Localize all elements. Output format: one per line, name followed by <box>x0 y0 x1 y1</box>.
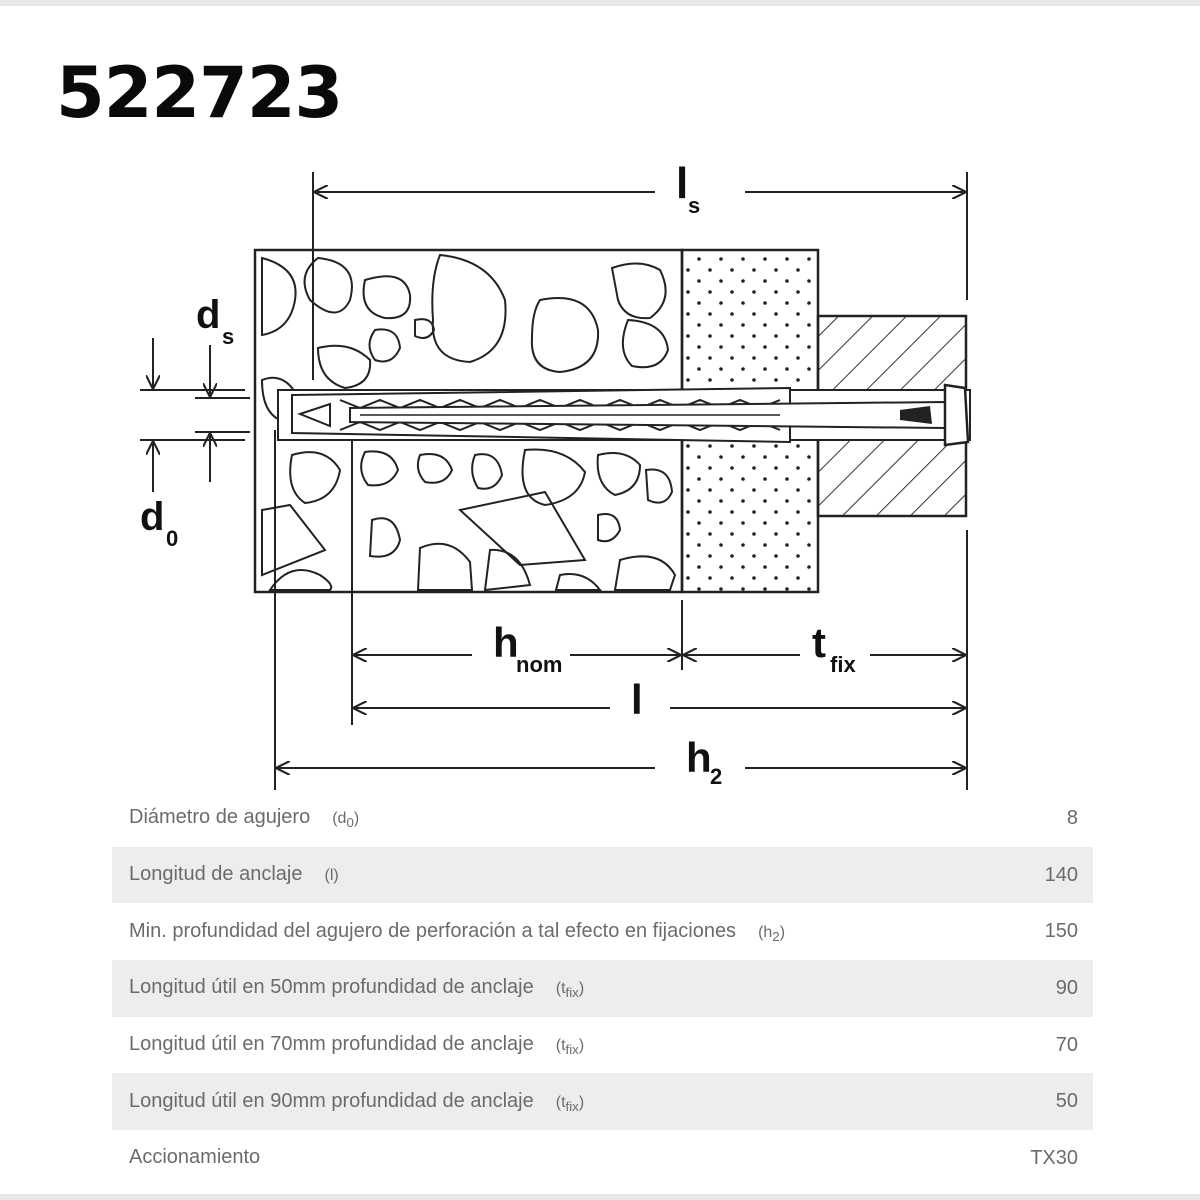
label-d0: d <box>140 495 165 539</box>
label-ds-sub: s <box>222 324 235 349</box>
spec-table <box>112 790 1093 1187</box>
spec-value: 8 <box>1066 806 1078 829</box>
label-tfix-sub: fix <box>830 652 856 677</box>
spec-label: Longitud útil en 70mm profundidad de anclaje <box>129 1033 534 1055</box>
spec-row-min-drill-depth <box>112 903 1093 960</box>
label-l: l <box>631 676 643 723</box>
label-h2: h <box>686 734 712 781</box>
spec-value: 140 <box>1044 863 1078 886</box>
spec-label-cell <box>112 1017 991 1074</box>
spec-row-useful-length-50 <box>112 960 1093 1017</box>
label-h2-sub: 2 <box>710 764 723 789</box>
spec-symbol: $(d_0)$ <box>332 810 360 831</box>
spec-label: Accionamiento <box>129 1146 261 1169</box>
spec-label-cell <box>112 1073 991 1130</box>
spec-row-hole-diameter <box>112 790 1093 847</box>
label-ls-sub: s <box>688 193 701 218</box>
label-d0-sub: 0 <box>166 526 179 551</box>
spec-row-drive <box>112 1130 1093 1187</box>
spec-label: Diámetro de agujero <box>129 806 311 829</box>
spec-symbol: $(t_{fix})$ <box>555 980 585 1001</box>
product-code: 522723 <box>56 52 343 134</box>
bottom-border <box>0 1194 1200 1200</box>
spec-value: 50 <box>1055 1090 1078 1113</box>
spec-label: Min. profundidad del agujero de perforación a tal efecto en fijaciones <box>129 919 737 942</box>
label-ds: d <box>196 293 221 337</box>
spec-row-useful-length-90 <box>112 1073 1093 1130</box>
spec-symbol: $(h_2)$ <box>758 923 786 944</box>
spec-symbol: $(t_{fix})$ <box>555 1093 585 1114</box>
spec-label: Longitud útil en 50mm profundidad de anclaje <box>129 976 534 999</box>
spec-symbol: (l) <box>324 866 339 884</box>
label-tfix: t <box>812 619 826 666</box>
spec-label-cell <box>112 790 991 847</box>
label-hnom-sub: nom <box>516 652 563 677</box>
spec-label: Longitud de anclaje <box>129 862 303 885</box>
spec-label-cell <box>112 1130 991 1187</box>
spec-value: 70 <box>1055 1033 1078 1056</box>
spec-label-cell <box>112 903 991 960</box>
spec-row-anchor-length <box>112 847 1093 904</box>
spec-value: TX30 <box>1030 1146 1078 1169</box>
spec-value: 150 <box>1044 920 1078 943</box>
spec-row-useful-length-70 <box>112 1017 1093 1074</box>
spec-value: 90 <box>1055 976 1078 999</box>
spec-symbol: $(t_{fix})$ <box>555 1037 585 1058</box>
label-hnom: h <box>493 619 519 666</box>
spec-label-cell <box>112 960 991 1017</box>
label-ls: l <box>676 159 689 208</box>
spec-label: Longitud útil en 90mm profundidad de anclaje <box>129 1089 534 1112</box>
spec-label-cell <box>112 847 991 904</box>
